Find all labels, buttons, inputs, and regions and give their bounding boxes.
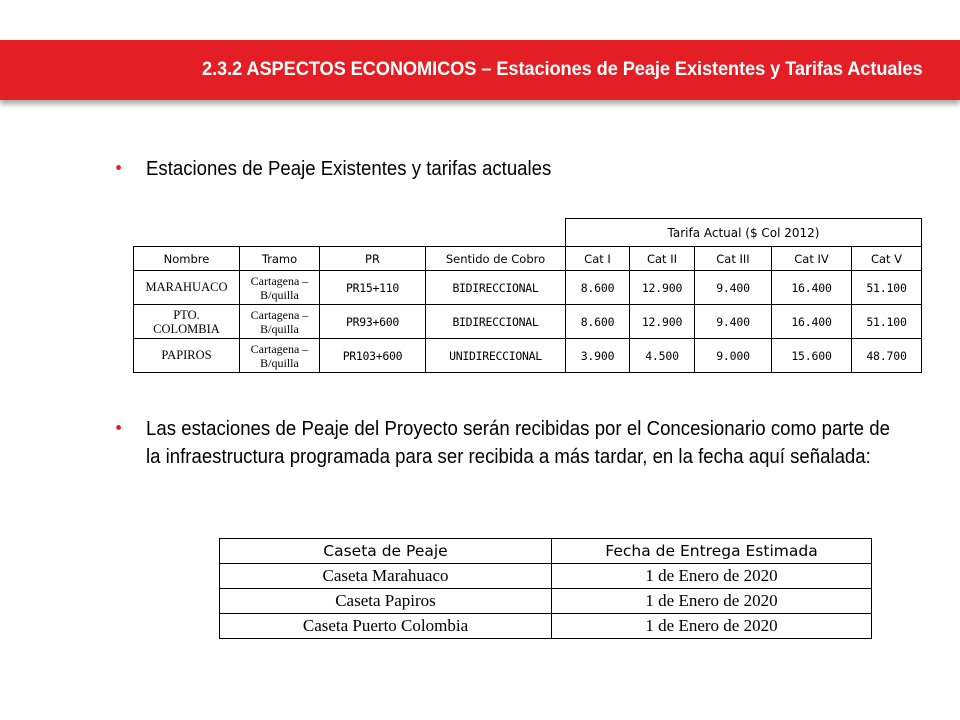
cell-cat: 9.000 xyxy=(695,339,772,373)
cell-sentido: BIDIRECCIONAL xyxy=(426,271,566,305)
cell-cat: 8.600 xyxy=(566,305,630,339)
delivery-header-row xyxy=(220,539,872,564)
bullet-1 xyxy=(146,155,853,183)
table-row xyxy=(220,614,872,639)
table-row xyxy=(220,564,872,589)
cell-cat: 9.400 xyxy=(695,271,772,305)
cell-cat: 12.900 xyxy=(630,271,695,305)
cell-cat: 51.100 xyxy=(852,305,922,339)
delivery-table xyxy=(219,538,872,639)
cell-fecha: 1 de Enero de 2020 xyxy=(552,589,872,614)
cell-pr: PR103+600 xyxy=(320,339,426,373)
bullet-2 xyxy=(146,415,890,471)
cell-cat: 51.100 xyxy=(852,271,922,305)
col-header: Cat I xyxy=(566,247,630,271)
tariff-table xyxy=(133,218,922,373)
cell-cat: 15.600 xyxy=(772,339,852,373)
col-header: Cat IV xyxy=(772,247,852,271)
table-row xyxy=(134,305,922,339)
cell-cat: 48.700 xyxy=(852,339,922,373)
bullet-dot-icon xyxy=(116,425,121,430)
col-header: Fecha de Entrega Estimada xyxy=(552,539,872,564)
cell-cat: 3.900 xyxy=(566,339,630,373)
tariff-header-row xyxy=(134,247,922,271)
cell-cat: 9.400 xyxy=(695,305,772,339)
cell-cat: 8.600 xyxy=(566,271,630,305)
col-header: PR xyxy=(320,247,426,271)
table-row xyxy=(220,589,872,614)
cell-sentido: BIDIRECCIONAL xyxy=(426,305,566,339)
bullet-dot-icon xyxy=(116,165,121,170)
col-header: Nombre xyxy=(134,247,240,271)
cell-caseta: Caseta Papiros xyxy=(220,589,552,614)
tariff-group-header: Tarifa Actual ($ Col 2012) xyxy=(566,219,922,247)
cell-nombre: PAPIROS xyxy=(134,339,240,373)
col-header: Caseta de Peaje xyxy=(220,539,552,564)
cell-fecha: 1 de Enero de 2020 xyxy=(552,564,872,589)
cell-nombre: MARAHUACO xyxy=(134,271,240,305)
cell-pr: PR15+110 xyxy=(320,271,426,305)
slide-title: 2.3.2 ASPECTOS ECONOMICOS – Estaciones de Peaje Existentes y Tarifas Actuales xyxy=(201,59,922,80)
cell-caseta: Caseta Marahuaco xyxy=(220,564,552,589)
cell-tramo: Cartagena – B/quilla xyxy=(240,305,320,339)
bullet-2-text: Las estaciones de Peaje del Proyecto serán recibidas por el Concesionario como parte de la infraestructura programada para ser recibida a más tardar, en la fecha aquí señalada: xyxy=(146,418,890,468)
col-header: Sentido de Cobro xyxy=(426,247,566,271)
cell-fecha: 1 de Enero de 2020 xyxy=(552,614,872,639)
cell-nombre: PTO. COLOMBIA xyxy=(134,305,240,339)
cell-cat: 16.400 xyxy=(772,271,852,305)
cell-cat: 16.400 xyxy=(772,305,852,339)
cell-tramo: Cartagena – B/quilla xyxy=(240,339,320,373)
cell-pr: PR93+600 xyxy=(320,305,426,339)
title-bar xyxy=(0,40,960,100)
cell-caseta: Caseta Puerto Colombia xyxy=(220,614,552,639)
bullet-1-text: Estaciones de Peaje Existentes y tarifas actuales xyxy=(146,158,552,180)
col-header: Cat V xyxy=(852,247,922,271)
col-header: Tramo xyxy=(240,247,320,271)
cell-tramo: Cartagena – B/quilla xyxy=(240,271,320,305)
col-header: Cat III xyxy=(695,247,772,271)
col-header: Cat II xyxy=(630,247,695,271)
table-row xyxy=(134,271,922,305)
cell-cat: 12.900 xyxy=(630,305,695,339)
cell-sentido: UNIDIRECCIONAL xyxy=(426,339,566,373)
cell-cat: 4.500 xyxy=(630,339,695,373)
table-row xyxy=(134,339,922,373)
